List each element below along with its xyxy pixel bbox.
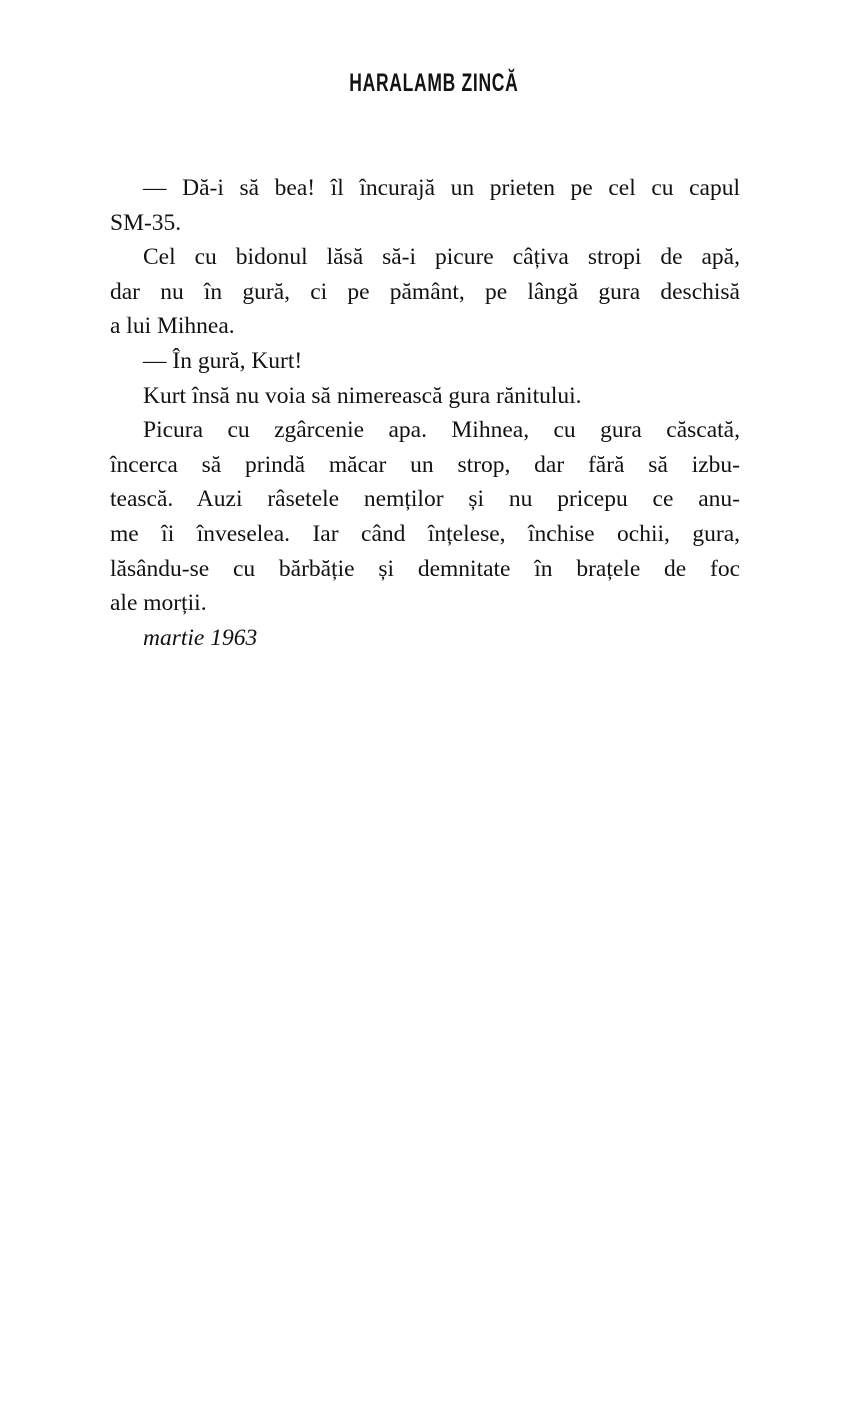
- text-line: me îi înveselea. Iar când înțelese, închise ochii, gura,: [110, 520, 740, 547]
- text-line: tească. Auzi râsetele nemților și nu pricepu ce anu-: [110, 486, 740, 513]
- text-line: Kurt însă nu voia să nimerească gura rănitului.: [143, 382, 582, 409]
- running-header: [0, 70, 867, 96]
- text-line: a lui Mihnea.: [110, 313, 235, 340]
- text-line: Picura cu zgârcenie apa. Mihnea, cu gura căscată,: [143, 417, 740, 444]
- body-text: [110, 171, 740, 655]
- text-line: SM-35.: [110, 209, 182, 236]
- text-line: — Dă-i să bea! îl încurajă un prieten pe cel cu capul: [143, 175, 740, 201]
- text-line: ale morții.: [110, 590, 207, 617]
- running-header-text: HARALAMB ZINCĂ: [348, 69, 519, 97]
- date-note: martie 1963: [143, 624, 258, 651]
- text-line: încerca să prindă măcar un strop, dar fără să izbu-: [110, 451, 740, 478]
- text-line: — În gură, Kurt!: [143, 347, 303, 374]
- text-line: lăsându-se cu bărbăție și demnitate în brațele de foc: [110, 555, 740, 582]
- text-line: dar nu în gură, ci pe pământ, pe lângă gura deschisă: [110, 278, 740, 305]
- text-line: Cel cu bidonul lăsă să-i picure câțiva stropi de apă,: [143, 244, 740, 271]
